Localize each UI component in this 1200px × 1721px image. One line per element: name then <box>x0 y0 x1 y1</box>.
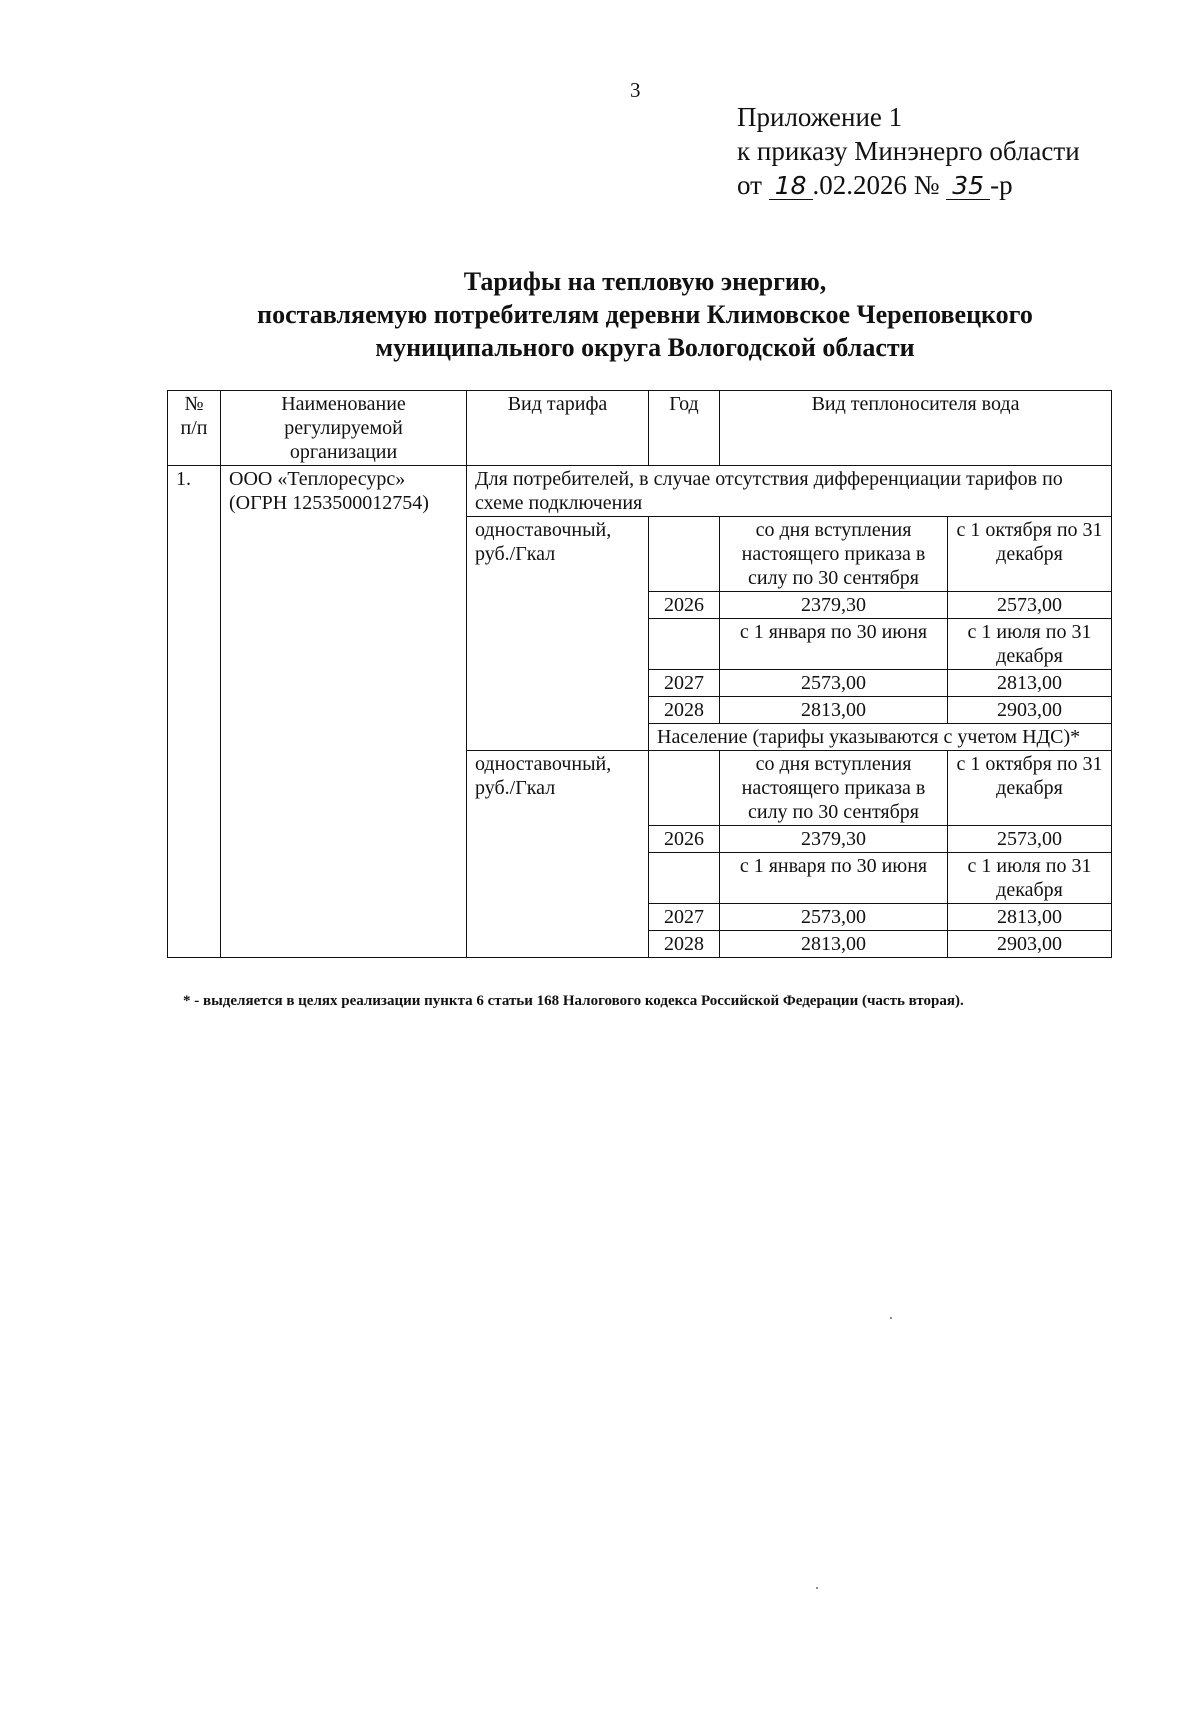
org-name: ООО «Теплоресурс» <box>229 468 406 490</box>
tariff-table <box>167 390 1112 958</box>
title-line-3: муниципального округа Вологодской области <box>375 333 915 362</box>
value-cell: 2379,30 <box>720 826 948 853</box>
value-cell: 2573,00 <box>720 670 948 697</box>
value-cell: 2813,00 <box>948 670 1112 697</box>
title-line-2: поставляемую потребителям деревни Климовское Череповецкого <box>257 300 1033 329</box>
annex-date-rest: .02.2026 № <box>812 170 940 200</box>
annex-block <box>737 100 1080 202</box>
value-cell: 2573,00 <box>948 826 1112 853</box>
value-cell: 2573,00 <box>948 592 1112 619</box>
year-cell: 2027 <box>649 904 720 931</box>
header-org: Наименование регулируемой организации <box>221 391 467 466</box>
value-cell: 2903,00 <box>948 931 1112 958</box>
annex-order-ref: к приказу Минэнерго области <box>737 136 1080 166</box>
header-year: Год <box>649 391 720 466</box>
footnote: * - выделяется в целях реализации пункта 6 статьи 168 Налогового кодекса Российской Федерации (часть вторая). <box>183 993 964 1009</box>
annex-title: Приложение 1 <box>737 102 903 132</box>
period-header: с 1 января по 30 июня <box>720 619 948 670</box>
value-cell: 2379,30 <box>720 592 948 619</box>
tariff-kind: одноставочный, руб./Гкал <box>467 517 649 751</box>
year-cell-empty <box>649 517 720 592</box>
org-ogrn: (ОГРН 1253500012754) <box>229 492 429 514</box>
period-header: с 1 октября по 31 декабря <box>948 751 1112 826</box>
table-row <box>168 466 1112 517</box>
row-num: 1. <box>168 466 221 958</box>
annex-date-prefix: от <box>737 170 762 200</box>
tariff-kind: одноставочный, руб./Гкал <box>467 751 649 958</box>
page-number: 3 <box>630 78 641 102</box>
period-header: с 1 июля по 31 декабря <box>948 853 1112 904</box>
year-cell-empty <box>649 751 720 826</box>
title-line-1: Тарифы на тепловую энергию, <box>463 267 827 296</box>
annex-number-suffix: -р <box>990 170 1013 200</box>
year-cell: 2028 <box>649 697 720 724</box>
scan-speck <box>890 1317 892 1319</box>
section-caption: Население (тарифы указываются с учетом НДС)* <box>649 724 1112 751</box>
year-cell-empty <box>649 619 720 670</box>
value-cell: 2813,00 <box>720 697 948 724</box>
value-cell: 2903,00 <box>948 697 1112 724</box>
year-cell: 2027 <box>649 670 720 697</box>
handwritten-day: 18 <box>769 173 813 200</box>
period-header: с 1 января по 30 июня <box>720 853 948 904</box>
annex-date-line <box>737 168 1080 202</box>
year-cell: 2028 <box>649 931 720 958</box>
value-cell: 2813,00 <box>948 904 1112 931</box>
scan-speck <box>816 1587 818 1589</box>
section-caption: Для потребителей, в случае отсутствия дифференциации тарифов по схеме подключения <box>467 466 1112 517</box>
header-carrier: Вид теплоносителя вода <box>720 391 1112 466</box>
document-title <box>160 265 1130 364</box>
period-header: со дня вступления настоящего приказа в силу по 30 сентября <box>720 751 948 826</box>
period-header: со дня вступления настоящего приказа в силу по 30 сентября <box>720 517 948 592</box>
table-header-row <box>168 391 1112 466</box>
year-cell: 2026 <box>649 826 720 853</box>
header-num: № п/п <box>168 391 221 466</box>
org-cell <box>221 466 467 958</box>
value-cell: 2573,00 <box>720 904 948 931</box>
year-cell: 2026 <box>649 592 720 619</box>
header-kind: Вид тарифа <box>467 391 649 466</box>
value-cell: 2813,00 <box>720 931 948 958</box>
period-header: с 1 октября по 31 декабря <box>948 517 1112 592</box>
year-cell-empty <box>649 853 720 904</box>
handwritten-number: 35 <box>946 173 990 200</box>
period-header: с 1 июля по 31 декабря <box>948 619 1112 670</box>
